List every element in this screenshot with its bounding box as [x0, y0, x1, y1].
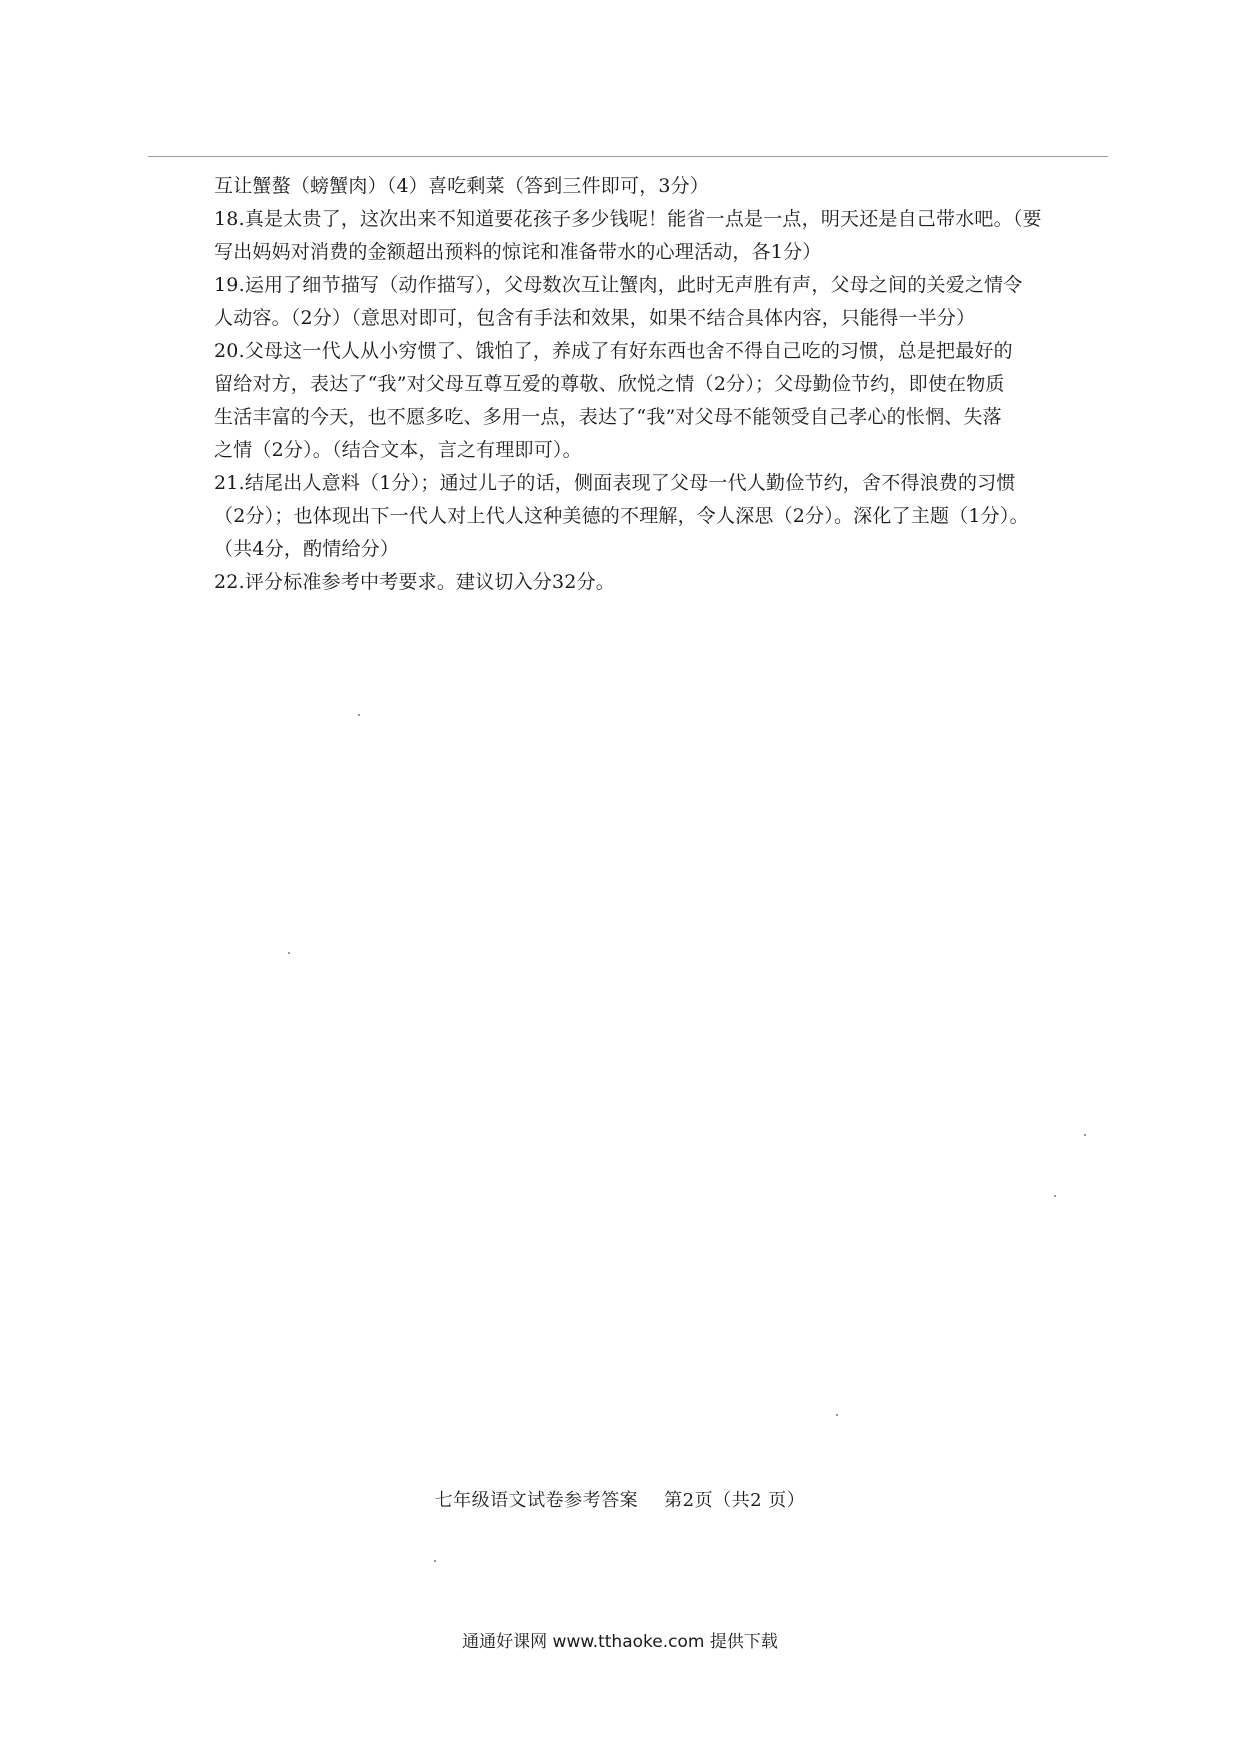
answer-line: 生活丰富的今天，也不愿多吃、多用一点，表达了“我”对父母不能领受自己孝心的怅惘、失落: [214, 406, 1002, 428]
answer-text: [214, 170, 1068, 599]
scan-speck: [1054, 1195, 1056, 1197]
answer-line: 22.评分标准参考中考要求。建议切入分32分。: [214, 571, 615, 593]
footer-title: 七年级语文试卷参考答案: [434, 1490, 639, 1511]
answer-line: 人动容。（2分）（意思对即可，包含有手法和效果，如果不结合具体内容，只能得一半分）: [214, 307, 976, 329]
answer-line: 留给对方，表达了“我”对父母互尊互爱的尊敬、欣悦之情（2分）；父母勤俭节约，即使在物质: [214, 373, 1005, 395]
answer-line: 20.父母这一代人从小穷惯了、饿怕了，养成了有好东西也舍不得自己吃的习惯，总是把最好的: [214, 340, 1013, 362]
scan-speck: [434, 1560, 436, 1562]
download-note: 通通好课网 www.tthaoke.com 提供下载: [462, 1632, 778, 1652]
answer-line: 18.真是太贵了，这次出来不知道要花孩子多少钱呢！能省一点是一点，明天还是自己带水吧。（要: [214, 208, 1042, 230]
answer-line: 之情（2分）。（结合文本，言之有理即可）。: [214, 439, 582, 461]
scan-speck: [836, 1414, 838, 1416]
scan-speck: [288, 952, 290, 954]
scan-speck: [358, 714, 360, 716]
answer-line: （共4分，酌情给分）: [214, 538, 400, 560]
scan-speck: [1084, 1134, 1086, 1136]
answer-line: 21.结尾出人意料（1分）；通过儿子的话，侧面表现了父母一代人勤俭节约，舍不得浪费的习惯: [214, 472, 1016, 494]
page-footer: [0, 1486, 1240, 1512]
header-rule: [148, 156, 1108, 157]
footer-page-info: 第2页（共2 页）: [664, 1490, 806, 1511]
answer-line: 互让蟹螯（螃蟹肉）（4）喜吃剩菜（答到三件即可，3分）: [214, 175, 710, 197]
answer-line: （2分）；也体现出下一代人对上代人这种美德的不理解，令人深思（2分）。深化了主题（1分）。: [214, 505, 1029, 527]
answer-line: 写出妈妈对消费的金额超出预料的惊诧和准备带水的心理活动，各1分）: [214, 241, 822, 263]
answer-line: 19.运用了细节描写（动作描写），父母数次互让蟹肉，此时无声胜有声，父母之间的关爱之情令: [214, 274, 1023, 296]
